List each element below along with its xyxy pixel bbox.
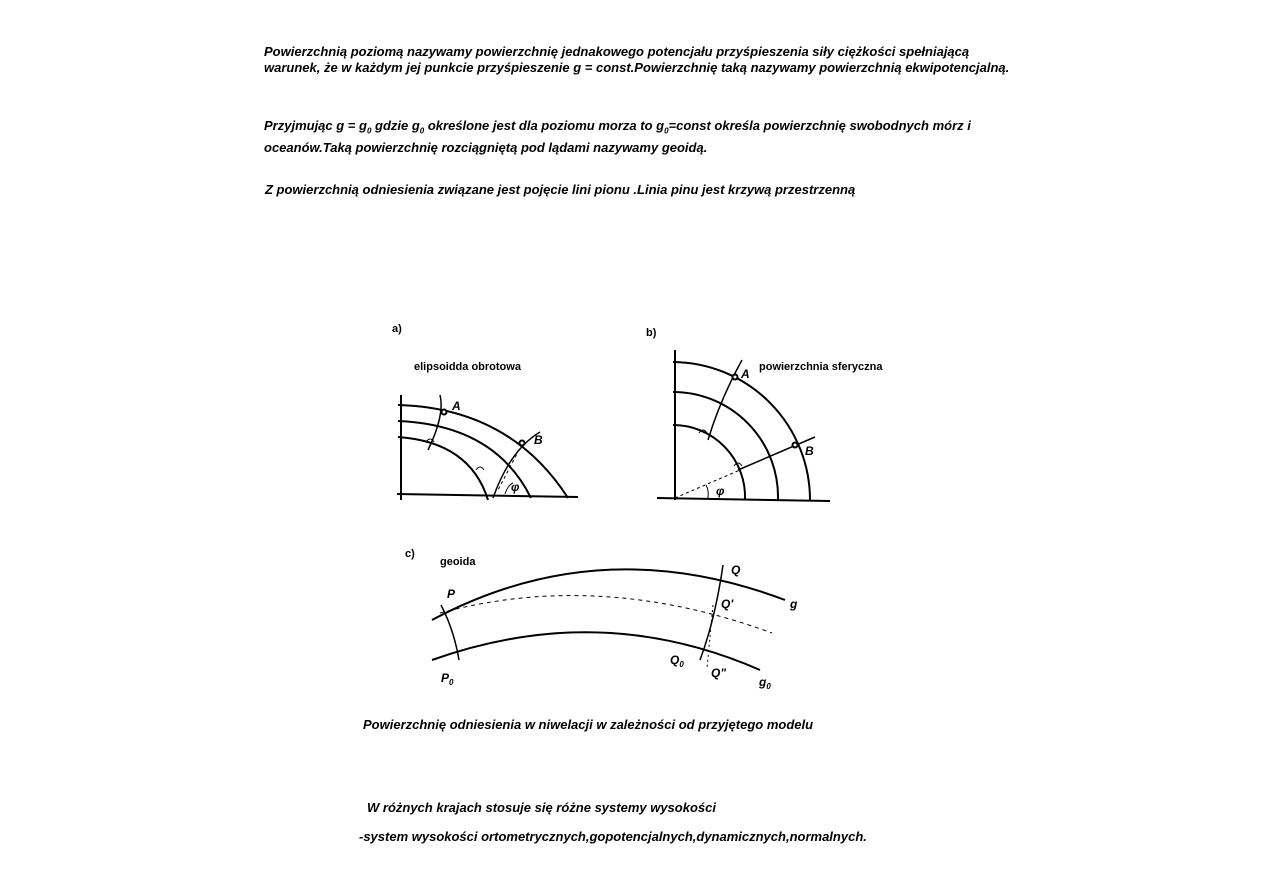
fig-b-angle-label: φ [716,484,725,498]
fig-a-label-a: A [452,399,461,413]
p2-sub-2: 0 [419,126,425,136]
fig-a-point-a [442,410,447,415]
fig-c-label-p: P [447,587,456,601]
fig-b-title: powierzchnia sferyczna [759,361,883,373]
fig-c-label-q-prime: Q' [721,597,734,611]
p2-text-1: Przyjmując g = g [264,118,367,133]
fig-b-outer-arc [673,362,810,500]
fig-c-label-q0-main: Q [670,653,680,667]
fig-a-inner-arc [398,437,488,500]
paragraph-level-surface: Powierzchnią poziomą nazywamy powierzchnię jednakowego potencjału przyśpieszenia siły ciężkości spełniającą warunek, że w każdym jej punkcie przyśpieszenie g = const.Powierzchnię taką nazywamy powierzchnią ekwipotencjalną. [264,44,1010,75]
fig-a-point-b [520,441,525,446]
fig-c-label-g0-sub: 0 [766,682,771,691]
fig-b-point-a [733,375,738,380]
figure-caption: Powierzchnię odniesienia w niwelacji w zależności od przyjętego modelu [363,717,814,732]
fig-b-point-b [793,443,798,448]
fig-b-angle-arc [706,485,708,498]
fig-b-middle-arc [673,392,778,500]
p2-sub-3: 0 [664,126,669,136]
fig-c-label-p0-main: P [441,671,450,685]
fig-a-angle-label: φ [511,480,520,494]
fig-c-label-g0-main: g [759,675,767,689]
fig-b-label: b) [646,327,657,339]
fig-c-label-q0-sub: 0 [679,660,684,669]
fig-a-outer-arc [398,405,568,498]
fig-a-label: a) [392,323,402,335]
fig-c-label-g: g [790,597,798,611]
fig-b-label-a: A [741,367,750,381]
p2-text-3: określone jest dla poziomu morza to g [424,118,665,133]
fig-a-right-angle-2 [476,467,484,470]
p2-text-2: gdzie g [371,118,420,133]
fig-c-label: c) [405,548,415,560]
fig-c-label-p0-sub: 0 [449,678,454,687]
fig-c-label-q0 [670,653,684,669]
fig-c-surface-g0 [432,632,760,670]
p2-text-4: =const określa powierzchnię swobodnych mórz i oceanów.Taką powierzchnię rozciągniętą pod lądami nazywamy geoidą. [264,118,971,155]
p2-sub-1: 0 [366,126,372,136]
paragraph-height-systems: W różnych krajach stosuje się różne systemy wysokości [367,800,716,815]
fig-c-label-g0 [758,675,771,691]
fig-b-label-b: B [805,444,814,458]
fig-b-normal-b [738,437,815,470]
fig-c-title: geoida [440,556,476,568]
fig-c-label-q: Q [731,563,741,577]
paragraph-plumb-line: Z powierzchnią odniesienia związane jest pojęcie lini pionu .Linia pinu jest krzywą przestrzenną [265,182,856,197]
paragraph-height-systems-list: -system wysokości ortometrycznych,gopotencjalnych,dynamicznych,normalnych. [359,829,867,844]
fig-c-label-p0 [441,671,454,687]
fig-c-label-q-double: Q" [711,666,727,680]
fig-a-label-b: B [534,433,543,447]
fig-b-axis-x [657,498,830,501]
fig-a-title: elipsoidda obrotowa [414,361,521,373]
fig-b-dashed-radius [675,470,740,498]
